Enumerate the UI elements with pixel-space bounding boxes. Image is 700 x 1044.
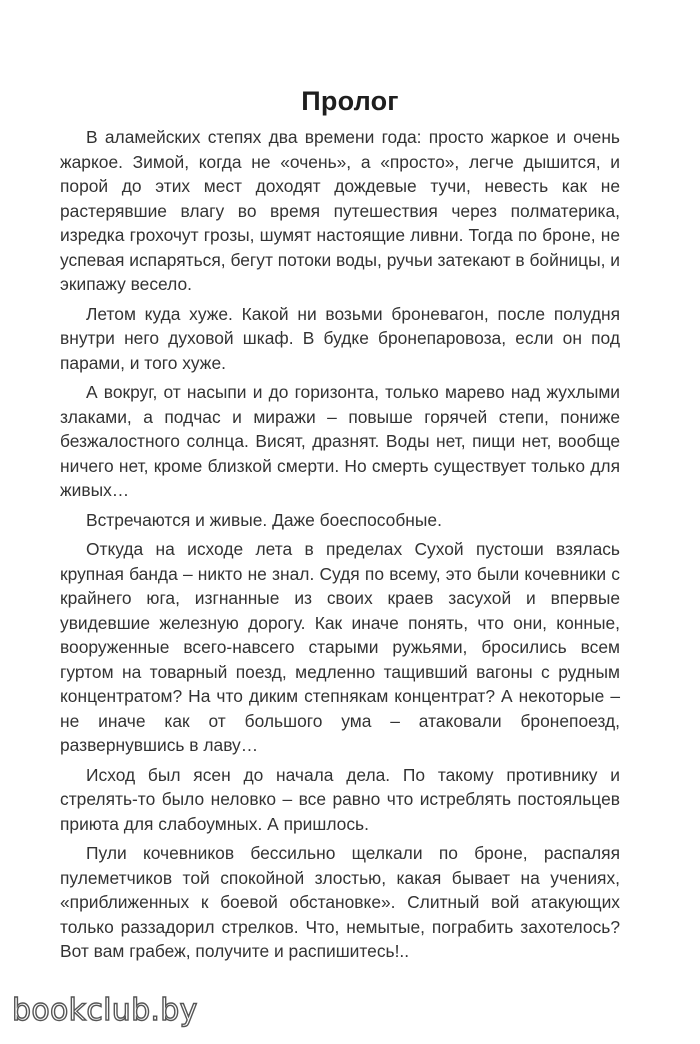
watermark: bookclub.by	[12, 993, 198, 1028]
chapter-title: Пролог	[301, 86, 399, 117]
paragraph: Летом куда хуже. Какой ни возьми броневагон, после полудня внутри него духовой шкаф. В будке бронепаровоза, если он под парами, и того хуже.	[60, 303, 620, 373]
paragraph: Откуда на исходе лета в пределах Сухой пустоши взялась крупная банда – никто не знал. Судя по всему, это были кочевники с крайнего юга, изгнанные из своих краев засухой и впервые увидевшие железную дорогу. Как иначе понять, что они, конные, вооруженные всего-навсего старыми ружьями, бросились всем гуртом на товарный поезд, медленно тащивший вагоны с рудным концентратом? На что диким степнякам концентрат? А некоторые – не иначе как от большого ума – атаковали бронепоезд, развернувшись в лаву…	[60, 539, 620, 755]
paragraph: Встречаются и живые. Даже боеспособные.	[86, 509, 442, 530]
paragraph: В аламейских степях два времени года: просто жаркое и очень жаркое. Зимой, когда не «очень», а «просто», легче дышится, и порой до этих мест доходят дождевые тучи, невесть как не растерявшие влагу во время путешествия через полматерика, изредка грохочут грозы, шумят настоящие ливни. Тогда по броне, не успевая испаряться, бегут потоки воды, ручьи затекают в бойницы, и экипажу весело.	[60, 127, 620, 294]
paragraph: А вокруг, от насыпи и до горизонта, только марево над жухлыми злаками, а подчас и миражи – повыше горячей степи, пониже безжалостного солнца. Висят, дразнят. Воды нет, пищи нет, вообще ничего нет, кроме близкой смерти. Но смерть существует только для живых…	[60, 382, 620, 500]
paragraph: Исход был ясен до начала дела. По такому противнику и стрелять-то было неловко – все равно что истреблять постояльцев приюта для слабоумных. А пришлось.	[60, 764, 620, 834]
paragraph: Пули кочевников бессильно щелкали по броне, распаляя пулеметчиков той спокойной злостью, какая бывает на учениях, «приближенных к боевой обстановке». Слитный вой атакующих только раззадорил стрелков. Что, немытые, пограбить захотелось? Вот вам грабеж, получите и распишитесь!..	[60, 843, 620, 961]
chapter-body	[60, 125, 620, 969]
